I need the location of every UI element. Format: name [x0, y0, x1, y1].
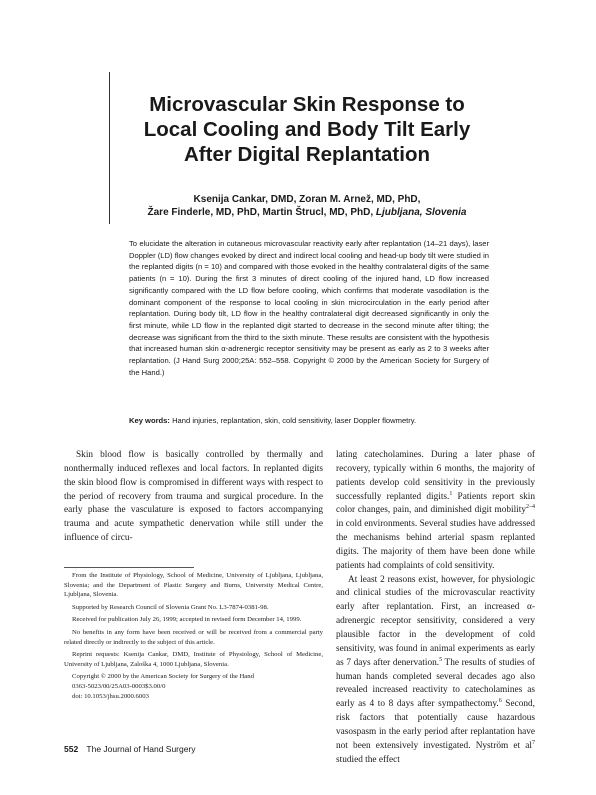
footnote-affiliation: From the Institute of Physiology, School of Medicine, University of Ljubljana, Ljubljana, Slovenia; and the Department of Plastic Surgery and Burns, University Medical Centre, Ljubljana, Slovenia. — [64, 572, 323, 599]
footnote-doi: doi: 10.1053/jhsu.2000.6003 — [72, 692, 149, 700]
keywords — [129, 415, 489, 426]
body-paragraph: Skin blood flow is basically controlled by thermally and nonthermally induced reflexes and local factors. In replanted digits the skin blood flow is compromised in different ways with respect to the period of recovery from trauma and surgical procedure. In the early phase the vasculature is exposed to factors accompanying trauma and acute sympathetic denervation while still under the influence of circu- — [64, 450, 323, 544]
page-number: 552 — [64, 744, 79, 754]
title-line-3: After Digital Replantation — [183, 143, 430, 166]
footnote-received: Received for publication July 26, 1999; accepted in revised form December 14, 1999. — [72, 616, 302, 624]
author-location: Ljubljana, Slovenia — [375, 207, 467, 218]
article-title — [112, 92, 502, 167]
citation-ref: 2–4 — [526, 504, 535, 511]
body-paragraph: lating catecholamines. During a later phase of recovery, typically within 6 months, the majority of patients develop cold sensitivity in the previously successfully replanted digits.$^1$ Patients report skin color changes, pain, and diminished digit mobility$^{2-4}$ in cold environments. Several studies have addressed the mechanisms behind arterial spasm replanted digits. The majority of them have been done while patients had complaints of cold sensitivity. — [336, 450, 535, 571]
footnote-divider — [64, 567, 194, 568]
author-list — [112, 193, 502, 219]
title-margin-rule — [109, 72, 110, 224]
keywords-text: Hand injuries, replantation, skin, cold sensitivity, laser Doppler flowmetry. — [172, 416, 417, 425]
authors-line-2: Žare Finderle, MD, PhD, Martin Štrucl, MD, PhD, — [147, 207, 374, 218]
citation-ref: 1 — [449, 490, 453, 497]
footnote-reprint: Reprint requests: Ksenija Cankar, DMD, Institute of Physiology, School of Medicine, University of Ljubljana, Zaloška 4, 1000 Ljubljana, Slovenia. — [64, 651, 323, 668]
footnote-copyright: Copyright © 2000 by the American Society for Surgery of the Hand — [72, 673, 254, 681]
footnote-benefits: No benefits in any form have been received or will be received from a commercial party related directly or indirectly to the subject of this article. — [64, 628, 323, 646]
body-paragraph: At least 2 reasons exist, however, for physiologic and clinical studies of the microvascular reactivity early after replantation. First, an increased α-adrenergic receptor sensitivity, considered a very plausible factor in the development of cold sensitivity, was found in animal experiments as early as 7 days after denervation.$^5$ The results of studies of human hands completed several decades ago also revealed increased reactivity to catecholamines as early as 4 to 8 days after sympathectomy.$^6$ Second, risk factors that potentially cause hazardous vasospasm in the early period after replantation have not been extensively investigated. Nyström et $al^7$ studied the effect — [336, 574, 535, 765]
title-line-1: Microvascular Skin Response to — [149, 93, 465, 116]
body-column-left — [64, 449, 323, 546]
footnotes — [64, 571, 323, 701]
footnote-grant: Supported by Research Council of Slovenia Grant No. L3-7874-0381-98. — [72, 603, 269, 611]
keywords-label: Key words: — [129, 416, 170, 425]
page-footer — [64, 744, 196, 754]
body-column-right — [336, 449, 535, 767]
citation-ref: 6 — [498, 698, 502, 705]
citation-ref: 7 — [532, 739, 535, 746]
citation-ref: 5 — [439, 656, 443, 663]
abstract: To elucidate the alteration in cutaneous microvascular reactivity early after replantation (14–21 days), laser Doppler (LD) flow changes evoked by direct and indirect local cooling and head-up body tilt were studied in the replanted digits (n = 10) and compared with those evoked in the healthy contralateral digits of the same patients (n = 10). During the first 3 minutes of direct cooling of the injured hand, LD flow increased significantly compared with the LD flow before cooling, which confirms that moderate vasodilation is the dominant component of the response to local cooling in skin microcirculation in the early period after replantation. During body tilt, LD flow in the healthy contralateral digit decreased significantly in only the first minute, while LD flow in the replanted digit started to decrease in the second minute after tilting; the decrease was significant from the third to the sixth minute. These results are consistent with the hypothesis that increased human skin α-adrenergic receptor sensitivity may be present as early as 2 to 3 weeks after replantation. (J Hand Surg 2000;25A: 552–558. Copyright © 2000 by the American Society for Surgery of the Hand.) — [129, 239, 489, 377]
footnote-issn: 0363-5023/00/25A03-0003$3.00/0 — [72, 682, 166, 690]
title-line-2: Local Cooling and Body Tilt Early — [143, 118, 471, 141]
journal-name: The Journal of Hand Surgery — [86, 744, 196, 754]
authors-line-1: Ksenija Cankar, DMD, Zoran M. Arnež, MD, PhD, — [193, 194, 421, 205]
